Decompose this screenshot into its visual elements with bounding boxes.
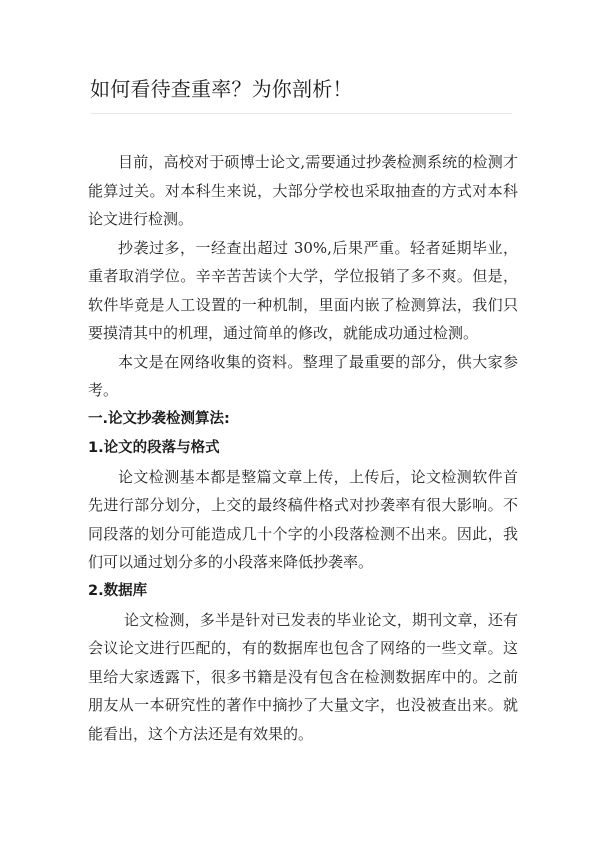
title-divider: [90, 113, 512, 114]
paragraph-database: 论文检测，多半是针对已发表的毕业论文，期刊文章，还有会议论文进行匹配的，有的数据库也包含了网络的一些文章。这里给大家透露下，很多书籍是没有包含在检测数据库中的。之前朋友从一本研究性的著作中摘抄了大量文字，也没被查出来。就能看出，这个方法还是有效果的。: [88, 610, 518, 743]
article-title: 如何看待查重率？为你剖析！: [90, 77, 353, 101]
section-heading-algorithm: 一.论文抄袭检测算法:: [88, 410, 230, 427]
paragraph-format: 论文检测基本都是整篇文章上传，上传后，论文检测软件首先进行部分划分，上交的最终稿件格式对抄袭率有很大影响。不同段落的划分可能造成几十个字的小段落检测不出来。因此，我们可以通过划分多的小段落来降低抄袭率。: [88, 467, 518, 571]
subsection-heading-format: 1.论文的段落与格式: [88, 439, 220, 456]
paragraph-intro: 目前，高校对于硕博士论文,需要通过抄袭检测系统的检测才能算过关。对本科生来说，大部分学校也采取抽查的方式对本科论文进行检测。: [88, 153, 518, 228]
paragraph-consequences: 抄袭过多，一经查出超过 30%,后果严重。轻者延期毕业，重者取消学位。辛辛苦苦读个大学，学位报销了多不爽。但是，软件毕竟是人工设置的一种机制，里面内嵌了检测算法，我们只要摸清其中的机理，通过简单的修改，就能成功通过检测。: [88, 238, 518, 342]
subsection-heading-database: 2.数据库: [88, 582, 148, 599]
paragraph-source-note: 本文是在网络收集的资料。整理了最重要的部分，供大家参考。: [88, 352, 518, 399]
article-body: [88, 148, 518, 748]
